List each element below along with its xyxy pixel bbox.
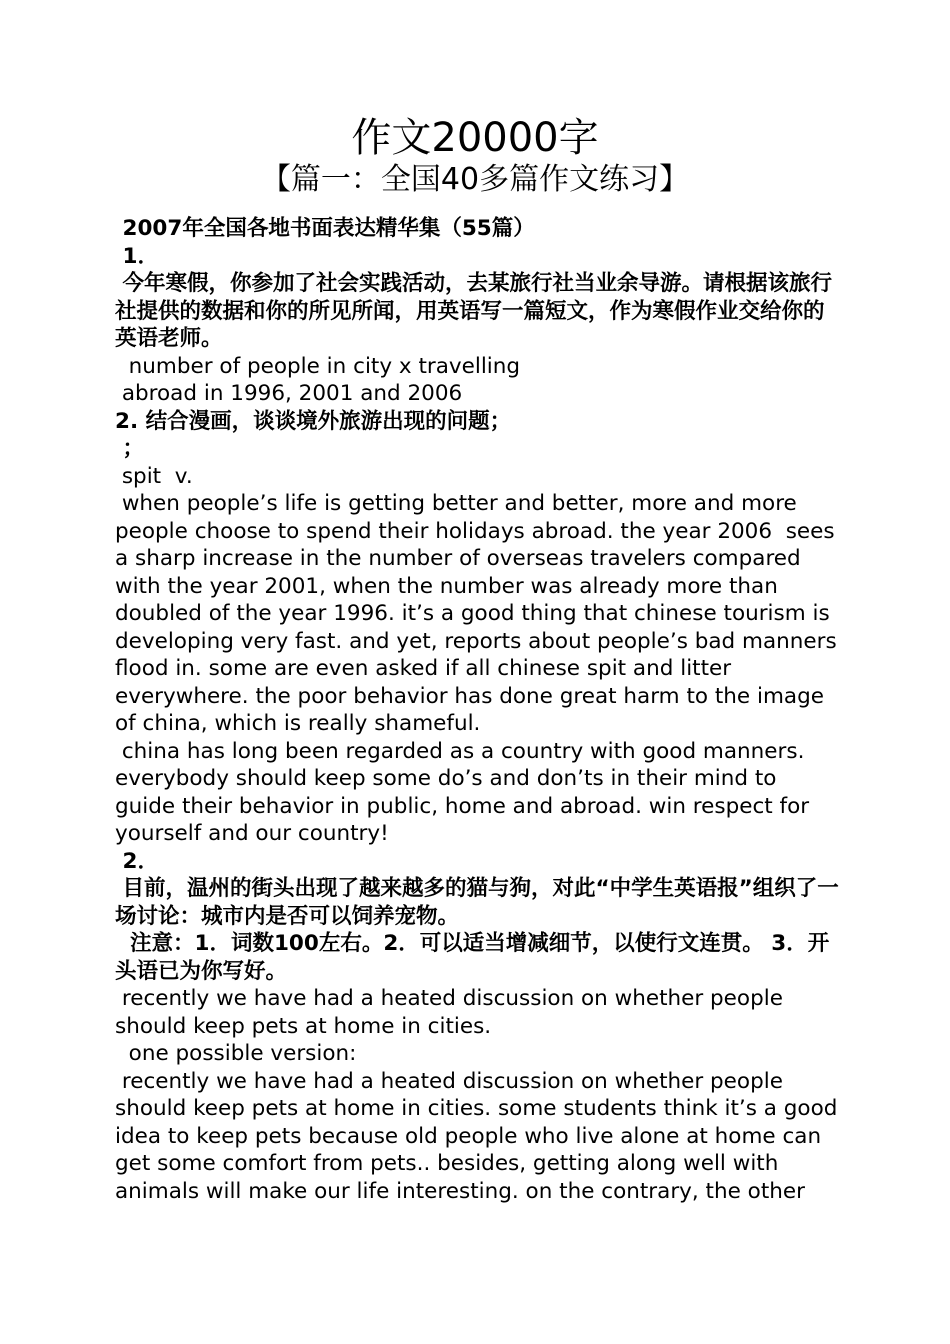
- body-line-6: 2. 结合漫画，谈谈境外旅游出现的问题；: [115, 408, 512, 434]
- body-line-11: 2．: [115, 848, 159, 874]
- body-line-13: 注意：1．词数100左右。2．可以适当增减细节，以使行文连贯。 3．开头语已为你写好。: [115, 931, 830, 984]
- body-line-2: 1．: [115, 243, 159, 269]
- body-line-5: abroad in 1996, 2001 and 2006: [115, 381, 463, 406]
- body-line-7: ；: [115, 436, 145, 461]
- body-line-1: 2007年全国各地书面表达精华集（55篇）: [115, 216, 535, 241]
- body-paragraph-2: china has long been regarded as a country with good manners. everybody should keep some do’s and don’ts in their mind to guide their behavior in public, home and abroad. win respect for yourself and our country!: [115, 738, 816, 846]
- body-paragraph-3: recently we have had a heated discussion on whether people should keep pets at home in cities. some students think it’s a good idea to keep pets because old people who live alone at home can get some comfort from pets.. besides, getting along well with animals will make our life interesting. on the contrary, the other: [115, 1068, 845, 1204]
- body-line-3: 今年寒假，你参加了社会实践活动，去某旅行社当业余导游。请根据该旅行社提供的数据和你的所见所闻，用英语写一篇短文，作为寒假作业交给你的英语老师。: [115, 271, 833, 351]
- document-title: 作文20000字: [351, 115, 599, 161]
- body-line-8: spit v.: [115, 463, 193, 489]
- document-body: [115, 215, 845, 1205]
- body-line-15: one possible version:: [115, 1041, 357, 1066]
- body-line-14: recently we have had a heated discussion on whether people should keep pets at home in cities.: [115, 986, 790, 1039]
- body-line-4: number of people in city x travelling: [115, 353, 521, 379]
- body-line-12: 目前，温州的街头出现了越来越多的猫与狗，对此“中学生英语报”组织了一场讨论：城市内是否可以饲养宠物。: [115, 876, 839, 929]
- body-paragraph-1: when people’s life is getting better and better, more and more people choose to spend their holidays abroad. the year 2006 sees a sharp increase in the number of overseas travelers compared with the year 2001, when the number was already more than doubled of the year 1996. it’s a good thing that chinese tourism is developing very fast. and yet, reports about people’s bad manners flood in. some are even asked if all chinese spit and litter everywhere. the poor behavior has done great harm to the image of china, which is really shameful.: [115, 491, 844, 736]
- document-subtitle: 【篇一：全国40多篇作文练习】: [260, 162, 690, 197]
